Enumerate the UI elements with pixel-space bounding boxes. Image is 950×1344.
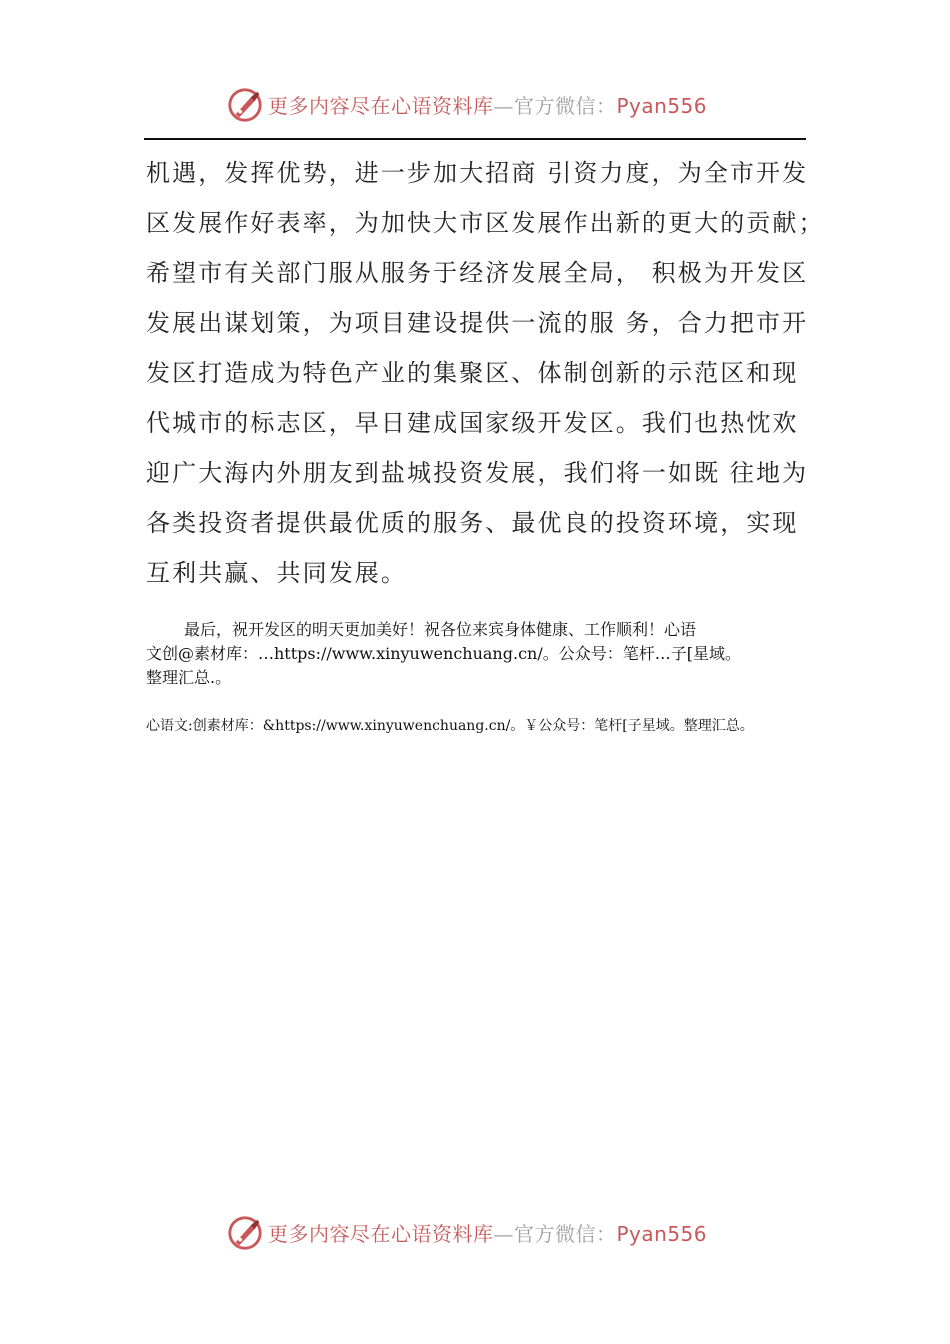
body-line: 互利共赢、共同发展。: [146, 559, 407, 587]
footer-banner: [0, 1208, 950, 1258]
header-banner-text: 更多内容尽在心语资料库—官方微信：Pyan556: [268, 94, 708, 118]
closing-line: 最后，祝开发区的明天更加美好！祝各位来宾身体健康、工作顺利！心语: [184, 620, 697, 639]
closing-line: 整理汇总.。: [146, 668, 232, 687]
closing-paragraph: [146, 618, 806, 690]
header-divider: [144, 138, 806, 140]
body-line: 区发展作好表率，为加快大市区发展作出新的更大的贡献；: [146, 209, 825, 237]
footer-banner-text: 更多内容尽在心语资料库—官方微信：Pyan556: [268, 1222, 708, 1246]
header-banner: [0, 80, 950, 130]
body-line: 代城市的标志区，早日建成国家级开发区。我们也热忱欢: [146, 409, 799, 437]
body-line: 发区打造成为特色产业的集聚区、体制创新的示范区和现: [146, 359, 799, 387]
pen-nib-logo-icon: [226, 1214, 264, 1252]
closing-line: 文创@素材库：…https://www.xinyuwenchuang.cn/。公众号：笔杆…子[星域。: [146, 644, 741, 663]
pen-nib-logo-icon: [226, 86, 264, 124]
body-line: 机遇，发挥优势，进一步加大招商 引资力度，为全市开发: [146, 159, 809, 187]
body-line: 各类投资者提供最优质的服务、最优良的投资环境，实现: [146, 509, 799, 537]
body-paragraph: [146, 148, 825, 598]
body-line: 希望市有关部门服从服务于经济发展全局， 积极为开发区: [146, 259, 809, 287]
source-note: 心语文:创素材库：&https://www.xinyuwenchuang.cn/。￥公众号：笔杆[子星域。整理汇总。: [146, 718, 754, 734]
body-line: 发展出谋划策，为项目建设提供一流的服 务，合力把市开: [146, 309, 809, 337]
body-line: 迎广大海内外朋友到盐城投资发展，我们将一如既 往地为: [146, 459, 809, 487]
